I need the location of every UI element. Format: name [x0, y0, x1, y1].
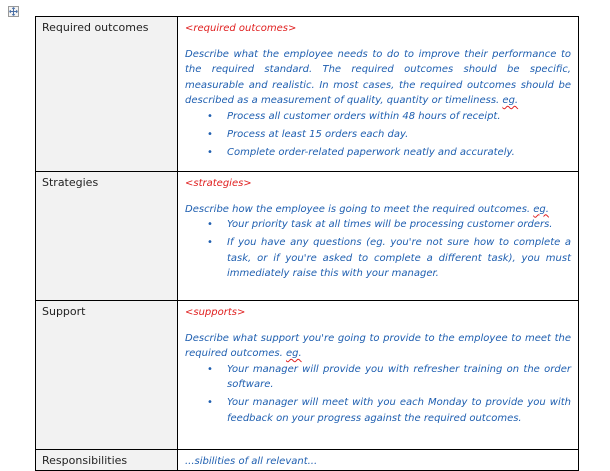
spelling-flag: eg. [533, 203, 549, 215]
description-text: Describe what the employee needs to do to improve their performance to the required standard. The required outcomes should be specific, measurable and realistic. In most cases, the required outcomes should be described as a measurement of quality, quantity or timeliness. eg. [185, 48, 571, 106]
list-item: • Your manager will provide you with refresher training on the order software. [207, 363, 571, 390]
list-item: • Your manager will meet with you each Monday to provide you with feedback on your progress against the required outcomes. [207, 397, 571, 424]
description-text: Describe what support you're going to provide to the employee to meet the required outcomes. eg. [185, 332, 571, 359]
row-label: Support [36, 301, 178, 450]
bullet-list [185, 362, 571, 427]
table-row [36, 301, 579, 450]
content-cell[interactable]: ...sibilities of all relevant... [178, 450, 579, 471]
bullet-icon: • [207, 397, 213, 408]
bullet-icon: • [207, 110, 213, 122]
bullet-list [185, 109, 571, 161]
content-cell[interactable] [178, 172, 579, 301]
table-row [36, 172, 579, 301]
list-item: • If you have any questions (eg. you're not sure how to complete a task, or if you're asked to complete a different task), you must immediately raise this with your manager. [207, 237, 571, 279]
placeholder-text: <strategies> [185, 178, 252, 189]
placeholder-text: <supports> [185, 307, 246, 318]
row-label: Responsibilities [36, 450, 178, 471]
move-arrows-icon [9, 7, 18, 16]
list-item: • Process all customer orders within 48 hours of receipt. [227, 109, 571, 125]
row-label: Strategies [36, 172, 178, 301]
list-item: • Process at least 15 orders each day. [227, 127, 571, 143]
spelling-flag: eg. [502, 95, 519, 106]
table-row [36, 17, 579, 172]
list-item: • Complete order-related paperwork neatly and accurately. [227, 145, 571, 161]
row-label: Required outcomes [36, 17, 178, 172]
table-row [36, 450, 579, 471]
performance-plan-table [35, 16, 579, 471]
placeholder-text: <required outcomes> [185, 23, 297, 34]
list-item: • Your priority task at all times will be processing customer orders. [227, 217, 571, 233]
bullet-list [185, 217, 571, 282]
bullet-icon: • [207, 237, 213, 248]
bullet-icon: • [207, 219, 213, 230]
spelling-flag: eg. [285, 348, 302, 359]
description-text: Describe how the employee is going to meet the required outcomes. eg. [185, 203, 549, 215]
bullet-icon: • [207, 128, 213, 140]
table-move-handle[interactable] [8, 6, 19, 17]
content-cell[interactable] [178, 17, 579, 172]
bullet-icon: • [207, 363, 213, 375]
content-cell[interactable] [178, 301, 579, 450]
bullet-icon: • [207, 146, 213, 158]
